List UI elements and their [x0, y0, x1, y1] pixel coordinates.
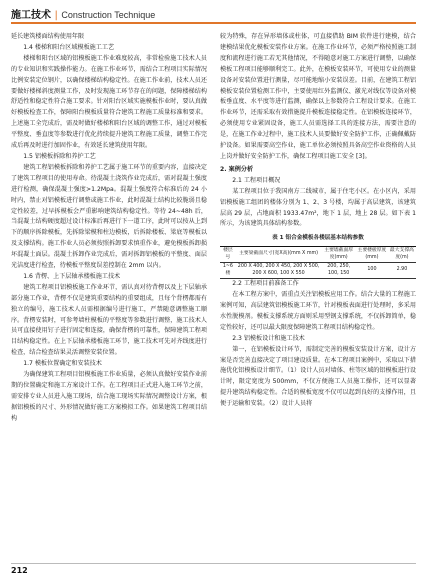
title-separator: |	[54, 10, 58, 21]
table-header-cell: 楼层号	[220, 247, 236, 263]
table-caption: 表 1 铝合金模板各楼层基本结构参数	[272, 235, 364, 242]
paragraph: 某工程项目位于我国南方二线城市，属于住宅小区。在小区内，采用铝模板施工组团的楼体分别为 1、2、3 号楼，均属于高层建筑，该建筑层高 29 层，占地面积 1933.47m²，地下 1 层，地上 28 层。如下表 1 所示，为该建筑具体结构参数。	[220, 187, 416, 228]
header-rule	[11, 22, 416, 24]
paragraph: 为确保建筑工程项目铝模板施工作业质量，必须认真做好安装作业前期的位置确定和施工方案设计工作。在工程项目正式进入施工环节之前，需安排专业人员进入施工现场，结合施工现场实际情况调整设计方案，根据铝模板的尺寸、外形情况做好施工方案模拟工作。如果建筑工程项目结构	[11, 371, 207, 422]
subsection-heading: 1.7 模板位置确定和安装技术	[23, 360, 102, 368]
paragraph: 建筑工程铝模板拆除和养护工艺属于施工环节的重要内容，直接决定了建筑工程项目的使用寿命。待混凝土浇筑作业完成后，需对混凝土强度进行检测，确保混凝土强度>1.2Mpa。混凝土强度符合标准后的 24 小时内，禁止对铝模板进行调整或施工作业，此时混凝土结构比较脆弱且稳定性较差，过早拆模板会严重影响建筑结构稳定性。等待 24~48h 后，当混凝土结构硬度超过设计标准后再进行下一道工序，此时可以按从上到下的顺序拆除模板，先拆除梁模和柱边模板，后拆除楼板、梁底等模板以及支撑结构。施工作业人员必须按照拆卸要求慎重作业，避免模板拆卸损坏混凝土面层。混凝土拆卸作业完成后，需对拆卸铝模板的平整度、面层光洁度进行检查，待模板平整度误差控制在 2mm 以内。	[11, 163, 207, 270]
table-header-cell: 主要墙截面厚度(mm)	[321, 247, 356, 263]
paragraph: 在本工程方案中，需重点关注铝模板应用工作。结合大量的工程施工案例可知，高层建筑铝模板施工环节，针对模板表面进行处理时，多采用水性脱模剂。模板支撑系统方面则采用型钢支撑系统，不仅拆卸简单，稳定性较好，还可以最大限度保障建筑工程项目结构稳定性。	[220, 291, 416, 331]
paragraph: 延长建筑楼面结构使用年限	[11, 33, 85, 40]
section-title-en: Construction Technique	[61, 10, 156, 20]
table-cell: 200, 250, 100, 150	[321, 263, 356, 279]
subsection-heading: 2.1 工程项目概况	[232, 176, 281, 184]
subsection-heading: 2.3 铝模板设计和施工技术	[232, 334, 305, 342]
paragraph: 楼梯和阳台区域的铝模板施工作业难度较高，非常检验施工技术人员的专业知识和实践操作能力。在施工作业环节，需结合工程项目实际情况比例安装定位钢片，以确保楼梯结构稳定性。在施工作业前，技术人员还要做好楼梯斜度测量工作，及时发现施工环节存在的问题，保障楼梯结构舒适性和稳定性符合施工要求。针对阳台区域实施模板作业时，要认真做好模板检查工作，保障阳台模板质量符合建筑工程施工质量标准和要求。上述施工全完成后，需及时做好楼梯和阳台区域的调整工作，通过对模板平整度、垂直度等参数进行优化持续提升建筑工程施工质量，调整工作完成后再及时进行加固作业，有效延长建筑使用年限。	[11, 54, 207, 150]
section-title-cn: 施工技术	[11, 10, 51, 21]
right-column	[220, 32, 416, 410]
paragraph: 第一，在铝模板设计环节，需制定完善的模板安装设计方案，设计方案是否完善直接决定了项目建设质量。在本工程项目案例中，采取以下措施优化铝模板设计细节。（1）设计人员对墙体、柱等区域的铝模板进行设计时，限定宽度为 500mm，不仅方便施工人员施工操作，还可以显著提升建筑结构稳定性。合适的模板宽度不仅可以起到良好的支撑作用，且便于运输和安装。（2）设计人员将	[220, 345, 416, 408]
table-cell: 200 X 400, 200 X 450, 200 X 500, 200 X 600, 100 X 550	[236, 263, 322, 279]
table-row	[220, 263, 416, 279]
table-header-cell: 主要梁截面尺寸(宽X高)(mm X mm)	[236, 247, 322, 263]
subsection-heading: 1.6 背楞、上下层轴承楼板施工技术	[23, 272, 121, 280]
table-header-cell: 主要楼板厚度(mm)	[356, 247, 388, 263]
page-header	[0, 0, 427, 26]
table-cell: 2.90	[388, 263, 416, 279]
subsection-heading: 2.2 工程项目前准备工作	[232, 280, 299, 288]
table-cell: 100	[356, 263, 388, 279]
paragraph: 建筑工程项目铝模板施工作业环节，需认真对待背楞以及上下层轴承部分施工作业，背楞不仅是建筑重要结构的重要组成，且每个背楞都需有独立的编号，施工技术人员需根据编号进行施工，严禁随意调整施工顺序。背楞安装时，可参考墙柱模板的平整度等参数进行调整，施工技术人员可直接使用钉子进行固定和连接，确保背楞的可靠性，保障建筑工程项目结构稳定性。在上下层轴承楼板施工环节，施工技术可先对齐线度进行检查，结合检查结果灵活调整安装位置。	[11, 283, 207, 357]
table-cell: 1~6 楼	[220, 263, 236, 279]
footer-rule	[11, 563, 416, 564]
table-header-cell: 最大支撑高度(m)	[388, 247, 416, 263]
page-number: 212	[11, 566, 28, 575]
section-heading: 2. 案例分析	[220, 165, 254, 173]
left-column	[11, 32, 207, 425]
section-title	[11, 6, 155, 21]
structure-table	[220, 246, 416, 279]
subsection-heading: 1.5 铝模板拆除和养护工艺	[23, 152, 96, 160]
subsection-heading: 1.4 楼梯和阳台区域模板施工工艺	[23, 43, 115, 51]
paragraph: 较为特殊，存在异形墙体或柱体，可直接借助 BIM 软件进行建模，结合建模结果优化模板安装作业方案。在施工作业环节，必须严格按照施工制度和流程进行施工若无其他情况，不得随意对施工方案进行调整，以确保模板工程项目能够顺利完工。此外，在模板安装环节，可使用专业的测量设备对安装位置进行测量，尽可能地缩小安装误差。目前，在建筑工程铝模板安装位置检测工作中，主要使用红外监测仪、激光对线仪等设备对模板垂直度、水平度等进行监测，确保以上参数符合工程设计要求。在施工作业环节，还需采取有效措施提升模板连接稳定性。在铝模板连接环节，必须使用专业紧固设备，施工人员需选择工具的连接方法，需要注意的是，在施工作业过程中，施工技术人员要做好安全防护工作，正确佩戴防护设备。如果需要高空作业，施工单位必须按照具备高空作业资格的人员上岗并做好安全防护工作，确保工程项目施工安全 [3]。	[220, 33, 416, 160]
table-header-row	[220, 247, 416, 263]
